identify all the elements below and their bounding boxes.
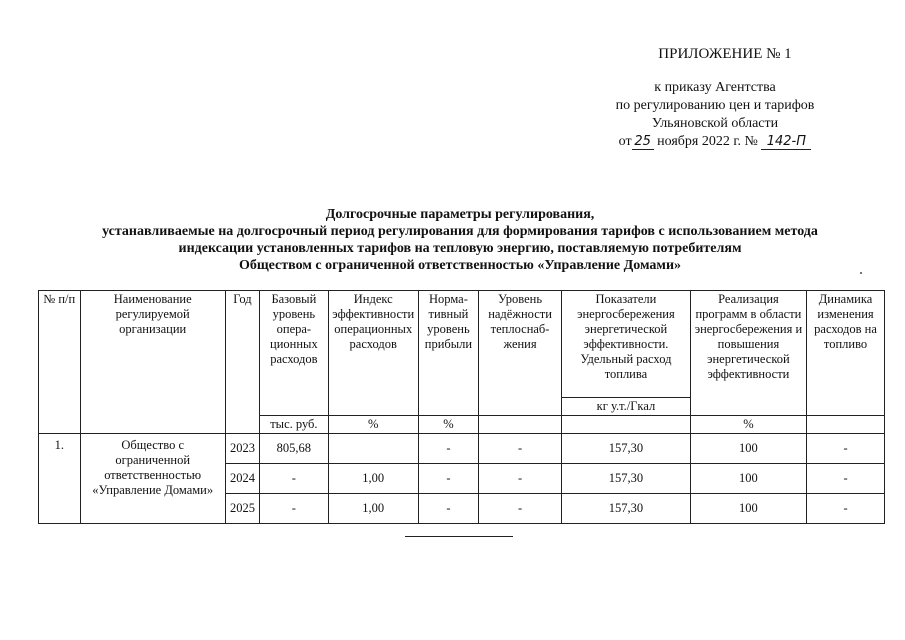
header-base: Базовый уровень опера-ционных расходов (260, 291, 329, 416)
date-day-handwritten: 25 (632, 135, 654, 150)
cell-base: 805,68 (260, 434, 329, 464)
cell-dynamics: - (807, 434, 885, 464)
unit-profit: % (418, 416, 478, 434)
cell-profit: - (418, 464, 478, 494)
scan-speck (860, 272, 862, 274)
cell-profit: - (418, 494, 478, 524)
cell-index: 1,00 (328, 464, 418, 494)
unit-index: % (328, 416, 418, 434)
heading-line-4: Обществом с ограниченной ответственностью «Управление Домами» (238, 258, 682, 273)
header-year: Год (225, 291, 259, 434)
appendix-title: ПРИЛОЖЕНИЕ № 1 (658, 46, 792, 62)
table-header-row (39, 291, 885, 398)
cell-year: 2023 (225, 434, 259, 464)
heading-line-3: индексации установленных тарифов на тепловую энергию, поставляемую потребителям (178, 241, 742, 256)
unit-base: тыс. руб. (260, 416, 329, 434)
organization-name: Общество с ограниченной ответственностью «Управление Домами» (80, 434, 225, 524)
cell-energy: 157,30 (562, 464, 691, 494)
appendix-order-line: к приказу Агентства (654, 80, 776, 95)
appendix-region-line: Ульяновской области (651, 116, 779, 131)
separator-line (405, 536, 513, 537)
cell-year: 2024 (225, 464, 259, 494)
cell-energy: 157,30 (562, 434, 691, 464)
header-org: Наименование регулируемой организации (80, 291, 225, 434)
cell-programs: 100 (690, 494, 806, 524)
cell-year: 2025 (225, 494, 259, 524)
header-energy-unit: кг у.т./Гкал (562, 398, 691, 416)
cell-base: - (260, 464, 329, 494)
cell-programs: 100 (690, 434, 806, 464)
cell-reliability: - (479, 494, 562, 524)
cell-dynamics: - (807, 494, 885, 524)
unit-energy (562, 416, 691, 434)
table-row (39, 434, 885, 464)
cell-index (328, 434, 418, 464)
header-programs: Реализация программ в области энергосбережения и повышения энергетической эффективности (690, 291, 806, 416)
cell-programs: 100 (690, 464, 806, 494)
cell-energy: 157,30 (562, 494, 691, 524)
cell-base: - (260, 494, 329, 524)
document-heading (40, 206, 880, 274)
cell-reliability: - (479, 464, 562, 494)
date-prefix: от (618, 134, 632, 149)
cell-dynamics: - (807, 464, 885, 494)
header-index: Индекс эффективности операционных расходов (328, 291, 418, 416)
appendix-agency-line: по регулированию цен и тарифов (615, 98, 815, 113)
row-number: 1. (39, 434, 81, 524)
order-number-handwritten: 142-П (761, 135, 811, 150)
appendix-date-line (600, 133, 830, 151)
heading-line-1: Долгосрочные параметры регулирования, (325, 207, 595, 222)
unit-programs: % (690, 416, 806, 434)
cell-profit: - (418, 434, 478, 464)
date-rest: ноября 2022 г. № (657, 134, 758, 149)
cell-index: 1,00 (328, 494, 418, 524)
header-dynamics: Динамика изменения расходов на топливо (807, 291, 885, 416)
header-reliability: Уровень надёжности теплоснаб-жения (479, 291, 562, 416)
appendix-block (600, 46, 830, 151)
header-num: № п/п (39, 291, 81, 434)
unit-dynamics (807, 416, 885, 434)
header-energy: Показатели энергосбережения энергетической эффективности. Удельный расход топлива (562, 291, 691, 398)
parameters-table (38, 290, 885, 524)
cell-reliability: - (479, 434, 562, 464)
unit-reliability (479, 416, 562, 434)
header-profit: Норма-тивный уровень прибыли (418, 291, 478, 416)
heading-line-2: устанавливаемые на долгосрочный период регулирования для формирования тарифов с использованием метода (102, 224, 818, 239)
